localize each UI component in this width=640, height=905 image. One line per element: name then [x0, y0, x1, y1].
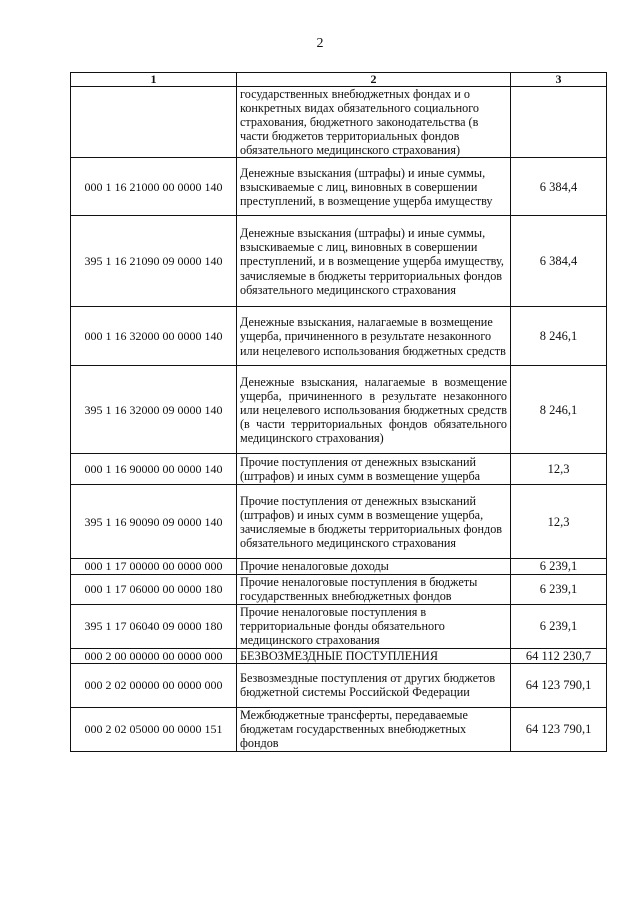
row-code: [71, 87, 237, 158]
row-code: 395 1 16 90090 09 0000 140: [71, 485, 237, 559]
row-amount: 64 112 230,7: [511, 648, 607, 663]
column-header-2: 2: [237, 73, 511, 87]
row-description: Денежные взыскания, налагаемые в возмещение ущерба, причиненного в результате незаконного или нецелевого использования бюджетных средств: [237, 307, 511, 366]
row-code: 395 1 16 32000 09 0000 140: [71, 366, 237, 454]
row-code: 000 2 02 05000 00 0000 151: [71, 707, 237, 751]
row-amount: 64 123 790,1: [511, 707, 607, 751]
row-description: Межбюджетные трансферты, передаваемые бюджетам государственных внебюджетных фондов: [237, 707, 511, 751]
row-amount: 6 239,1: [511, 559, 607, 574]
row-code: 000 2 02 00000 00 0000 000: [71, 663, 237, 707]
row-description: Денежные взыскания, налагаемые в возмещение ущерба, причиненного в результате незаконного или нецелевого использования бюджетных средств (в части территориальных фондов обязательного медицинского страхования): [237, 366, 511, 454]
row-code: 000 1 16 32000 00 0000 140: [71, 307, 237, 366]
table-row: [71, 366, 607, 454]
page-number: 2: [316, 36, 324, 51]
row-description: БЕЗВОЗМЕЗДНЫЕ ПОСТУПЛЕНИЯ: [237, 648, 511, 663]
row-code: 000 1 17 00000 00 0000 000: [71, 559, 237, 574]
table-row: [71, 307, 607, 366]
row-amount: 6 239,1: [511, 604, 607, 648]
table-row: [71, 663, 607, 707]
row-description: Прочие неналоговые поступления в территориальные фонды обязательного медицинского страхования: [237, 604, 511, 648]
row-description: Прочие поступления от денежных взысканий (штрафов) и иных сумм в возмещение ущерба: [237, 454, 511, 485]
row-code: 000 1 17 06000 00 0000 180: [71, 574, 237, 604]
row-amount: 8 246,1: [511, 366, 607, 454]
column-header-3: 3: [511, 73, 607, 87]
row-amount: 6 384,4: [511, 216, 607, 307]
row-code: 000 1 16 21000 00 0000 140: [71, 158, 237, 216]
table-row: [71, 158, 607, 216]
row-amount: 64 123 790,1: [511, 663, 607, 707]
row-amount: 12,3: [511, 454, 607, 485]
row-code: 000 2 00 00000 00 0000 000: [71, 648, 237, 663]
table-row: [71, 648, 607, 663]
row-description: Денежные взыскания (штрафы) и иные суммы, взыскиваемые с лиц, виновных в совершении преступлений, и в возмещение ущерба имуществу, зачисляемые в бюджеты территориальных фондов обязательного медицинского страхования: [237, 216, 511, 307]
row-description: Прочие неналоговые поступления в бюджеты государственных внебюджетных фондов: [237, 574, 511, 604]
table-row: [71, 707, 607, 751]
row-code: 395 1 16 21090 09 0000 140: [71, 216, 237, 307]
table-row: [71, 559, 607, 574]
row-description: Прочие поступления от денежных взысканий (штрафов) и иных сумм в возмещение ущерба, зачисляемые в бюджеты территориальных фондов обязательного медицинского страхования: [237, 485, 511, 559]
table-row: [71, 87, 607, 158]
table-header-row: [71, 73, 607, 87]
row-description: Безвозмездные поступления от других бюджетов бюджетной системы Российской Федерации: [237, 663, 511, 707]
row-amount: 6 239,1: [511, 574, 607, 604]
row-code: 000 1 16 90000 00 0000 140: [71, 454, 237, 485]
row-description: Денежные взыскания (штрафы) и иные суммы, взыскиваемые с лиц, виновных в совершении преступлений, в возмещение ущерба имуществу: [237, 158, 511, 216]
row-description: Прочие неналоговые доходы: [237, 559, 511, 574]
column-header-1: 1: [71, 73, 237, 87]
row-amount: 12,3: [511, 485, 607, 559]
row-amount: 6 384,4: [511, 158, 607, 216]
revenue-table: [70, 72, 607, 752]
row-description: государственных внебюджетных фондах и о конкретных видах обязательного социального страхования, бюджетного законодательства (в части бюджетов территориальных фондов обязательного медицинского страхования): [237, 87, 511, 158]
table-row: [71, 604, 607, 648]
table-row: [71, 454, 607, 485]
table-row: [71, 216, 607, 307]
row-amount: [511, 87, 607, 158]
table-row: [71, 574, 607, 604]
table-row: [71, 485, 607, 559]
row-amount: 8 246,1: [511, 307, 607, 366]
row-code: 395 1 17 06040 09 0000 180: [71, 604, 237, 648]
